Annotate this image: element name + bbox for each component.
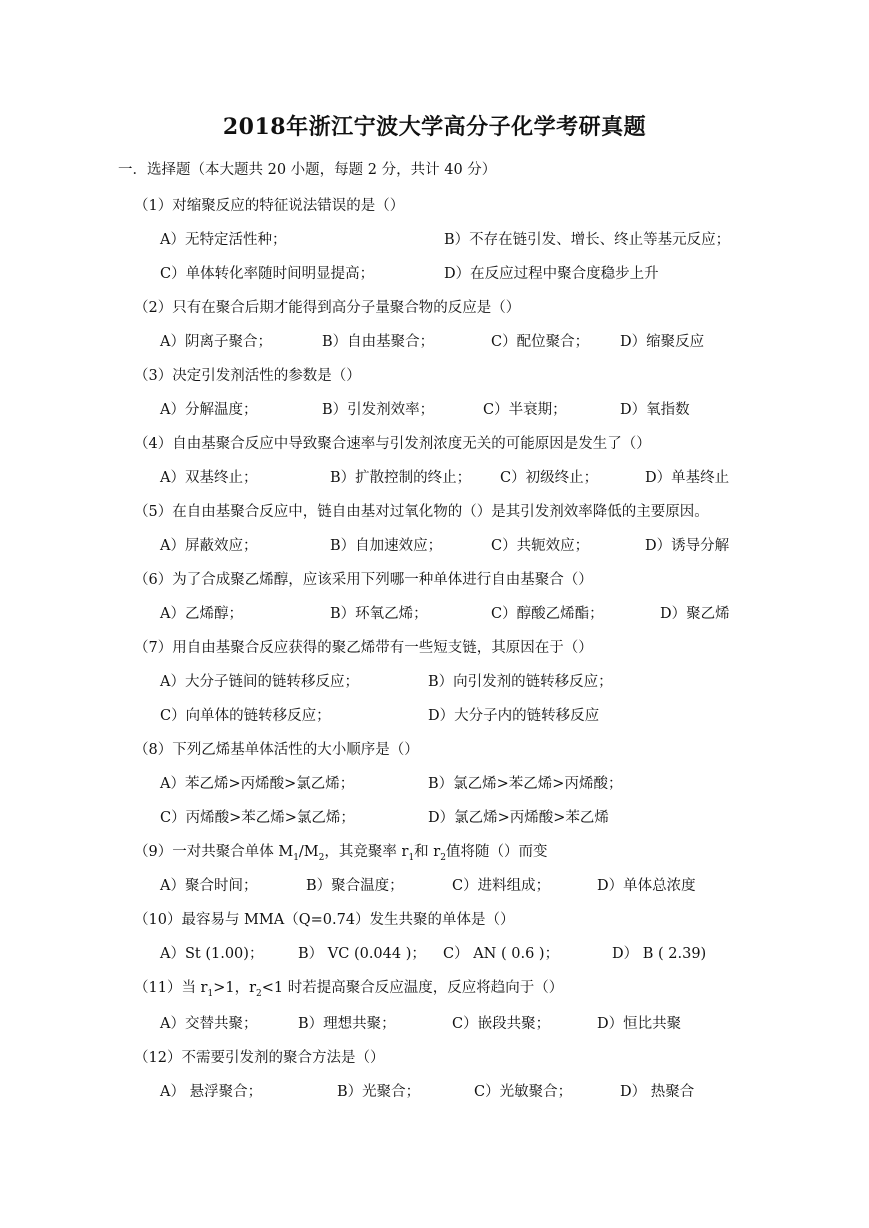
option-12a: A） 悬浮聚合； <box>160 1084 263 1100</box>
option-9b: B）聚合温度； <box>306 878 404 894</box>
option-7c: C）向单体的链转移反应； <box>160 708 331 724</box>
option-10a: A）St (1.00)； <box>160 946 264 962</box>
option-1c: C）单体转化率随时间明显提高； <box>160 266 375 282</box>
question-1: （1）对缩聚反应的特征说法错误的是（） <box>134 198 405 214</box>
question-3: （3）决定引发剂活性的参数是（） <box>134 368 361 384</box>
option-2c: C）配位聚合； <box>491 334 590 350</box>
option-11a: A）交替共聚； <box>160 1016 258 1032</box>
option-7b: B）向引发剂的链转移反应； <box>428 674 613 690</box>
option-12b: B）光聚合； <box>337 1084 421 1100</box>
page-title: 2018年浙江宁波大学高分子化学考研真题 <box>222 114 647 140</box>
option-2b: B）自由基聚合； <box>322 334 435 350</box>
question-4: （4）自由基聚合反应中导致聚合速率与引发剂浓度无关的可能原因是发生了（） <box>134 436 651 452</box>
option-7a: A）大分子链间的链转移反应； <box>160 674 359 690</box>
option-3c: C）半衰期； <box>483 402 567 418</box>
option-7d: D）大分子内的链转移反应 <box>428 708 600 724</box>
option-11d: D）恒比共聚 <box>597 1016 682 1032</box>
option-8c: C）丙烯酸>苯乙烯>氯乙烯； <box>160 810 355 826</box>
option-6a: A）乙烯醇； <box>160 606 243 622</box>
option-10c: C） AN ( 0.6 )； <box>443 946 560 962</box>
question-12: （12）不需要引发剂的聚合方法是（） <box>134 1050 385 1066</box>
option-8d: D）氯乙烯>丙烯酸>苯乙烯 <box>428 810 609 826</box>
option-4a: A）双基终止； <box>160 470 258 486</box>
option-8b: B）氯乙烯>苯乙烯>丙烯酸； <box>428 776 623 792</box>
option-2a: A）阴离子聚合； <box>160 334 272 350</box>
option-4b: B）扩散控制的终止； <box>330 470 472 486</box>
option-9a: A）聚合时间； <box>160 878 258 894</box>
question-9: （9）一对共聚合单体 $M_1/M_2$，其竞聚率 $r_1$和 $r_2$值将随（）而变 <box>134 844 548 863</box>
section-heading: 一．选择题（本大题共 20 小题，每题 2 分，共计 40 分） <box>118 162 497 178</box>
option-3b: B）引发剂效率； <box>322 402 435 418</box>
option-3d: D）氧指数 <box>620 402 690 418</box>
option-11c: C）嵌段共聚； <box>452 1016 551 1032</box>
option-6c: C）醇酸乙烯酯； <box>491 606 604 622</box>
option-9c: C）进料组成； <box>452 878 551 894</box>
option-5c: C）共轭效应； <box>491 538 590 554</box>
question-10: （10）最容易与 MMA（Q=0.74）发生共聚的单体是（） <box>134 912 515 928</box>
option-5d: D）诱导分解 <box>645 538 730 554</box>
question-6: （6）为了合成聚乙烯醇，应该采用下列哪一种单体进行自由基聚合（） <box>134 572 593 588</box>
option-12c: C）光敏聚合； <box>474 1084 573 1100</box>
question-5: （5）在自由基聚合反应中，链自由基对过氧化物的（）是其引发剂效率降低的主要原因。 <box>134 504 709 520</box>
option-11b: B）理想共聚； <box>298 1016 396 1032</box>
option-4c: C）初级终止； <box>500 470 599 486</box>
question-11: （11）当 $r_1>1$，$r_2<1$ 时若提高聚合反应温度，反应将趋向于（） <box>134 980 564 999</box>
option-1b: B）不存在链引发、增长、终止等基元反应； <box>444 232 731 248</box>
option-5a: A）屏蔽效应； <box>160 538 258 554</box>
option-5b: B）自加速效应； <box>330 538 443 554</box>
option-10d: D） B ( 2.39) <box>612 946 707 962</box>
option-3a: A）分解温度； <box>160 402 258 418</box>
option-9d: D）单体总浓度 <box>597 878 696 894</box>
question-7: （7）用自由基聚合反应获得的聚乙烯带有一些短支链，其原因在于（） <box>134 640 593 656</box>
option-1a: A）无特定活性种； <box>160 232 287 248</box>
option-12d: D） 热聚合 <box>620 1084 695 1100</box>
option-1d: D）在反应过程中聚合度稳步上升 <box>444 266 659 282</box>
question-2: （2）只有在聚合后期才能得到高分子量聚合物的反应是（） <box>134 300 521 316</box>
option-10b: B） VC (0.044 )； <box>298 946 426 962</box>
option-8a: A）苯乙烯>丙烯酸>氯乙烯； <box>160 776 355 792</box>
option-6d: D）聚乙烯 <box>660 606 730 622</box>
option-6b: B）环氧乙烯； <box>330 606 428 622</box>
question-8: （8）下列乙烯基单体活性的大小顺序是（） <box>134 742 419 758</box>
option-4d: D）单基终止 <box>645 470 730 486</box>
option-2d: D）缩聚反应 <box>620 334 705 350</box>
